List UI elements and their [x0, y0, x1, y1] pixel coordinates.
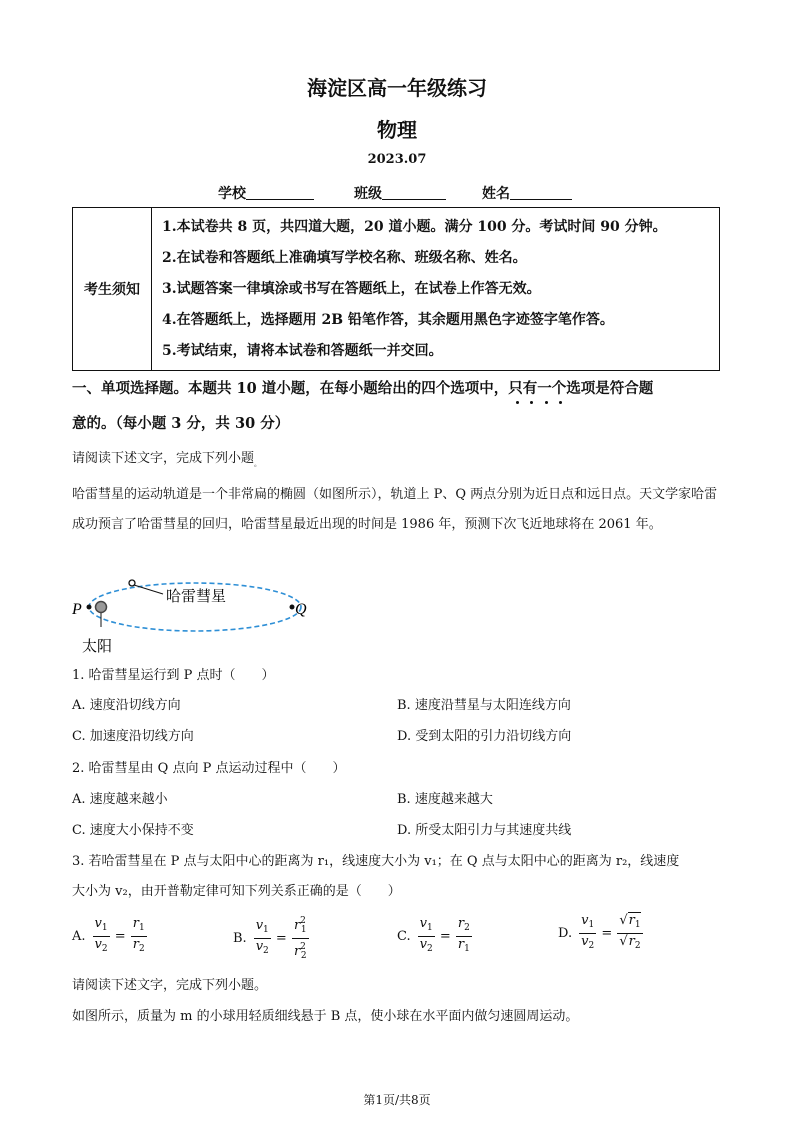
- name-blank: [510, 185, 572, 200]
- q1-option-c: C. 加速度沿切线方向: [72, 729, 194, 744]
- school-field: [218, 183, 314, 203]
- formula-b: $\frac{v_1}{v_2}$ = $\frac{r^2_1}{r^2_2}$: [253, 913, 310, 964]
- point-q: [290, 605, 295, 610]
- class-blank: [382, 185, 446, 200]
- reading-2-instruction: 请阅读下述文字，完成下列小题。: [72, 978, 268, 993]
- formula-a: $\frac{v_1}{v_2}$ = $\frac{r_1}{r_2}$: [94, 916, 145, 954]
- question-2-stem: 2. 哈雷彗星由 Q 点向 P 点运动过程中（ ）: [72, 761, 346, 776]
- section-heading-line2: 意的。（每小题 3 分，共 30 分）: [72, 415, 290, 432]
- emphasis-char: 只: [508, 377, 523, 398]
- document-date: 2023.07: [367, 152, 427, 167]
- page-footer: 第1页/共8页: [363, 1093, 431, 1107]
- q2-option-b: B. 速度越来越大: [397, 792, 493, 807]
- notice-item: 1.本试卷共 8 页，共四道大题，20 道小题。满分 100 分。考试时间 90 分钟。: [162, 218, 667, 235]
- question-1-stem: 1. 哈雷彗星运行到 P 点时（ ）: [72, 668, 275, 683]
- q1-option-a: A. 速度沿切线方向: [72, 698, 181, 713]
- instruction-mark: 。: [254, 460, 262, 468]
- notice-item: 5.考试结束，请将本试卷和答题纸一并交回。: [162, 342, 443, 359]
- emphasis-chars: [508, 377, 566, 398]
- reading-instruction: [72, 447, 261, 469]
- point-p: [87, 605, 92, 610]
- name-field-label: 姓名: [482, 186, 510, 202]
- reading-2-passage: 如图所示，质量为 m 的小球用轻质细线悬于 B 点，使小球在水平面内做匀速圆周运动。: [72, 1009, 579, 1024]
- notice-item: 3.试题答案一律填涂或书写在答题纸上，在试卷上作答无效。: [162, 280, 541, 297]
- notice-item: 4.在答题纸上，选择题用 2B 铅笔作答，其余题用黑色字迹签字笔作答。: [162, 311, 614, 328]
- name-field: [482, 183, 572, 203]
- school-blank: [246, 185, 314, 200]
- section-heading: [72, 377, 653, 398]
- formula-c: $\frac{v_1}{v_2}$ = $\frac{r_2}{r_1}$: [419, 916, 470, 954]
- document-subject: 物理: [377, 118, 417, 142]
- section-heading-text: 一、单项选择题。本题共 10 道小题，在每小题给出的四个选项中，: [72, 380, 509, 397]
- option-letter: B.: [233, 931, 247, 946]
- option-letter: D.: [558, 926, 573, 941]
- school-field-label: 学校: [218, 186, 246, 202]
- class-field-label: 班级: [354, 186, 382, 202]
- q3-option-d: [558, 913, 644, 954]
- q3-option-a: [72, 916, 148, 957]
- class-field: [354, 183, 446, 203]
- option-letter: A.: [72, 929, 86, 944]
- emphasis-dot: [516, 401, 519, 404]
- q2-option-c: C. 速度大小保持不变: [72, 823, 194, 838]
- question-3-stem-line2: 大小为 v₂，由开普勒定律可知下列关系正确的是（ ）: [72, 884, 401, 899]
- orbit-figure: [68, 572, 318, 660]
- notice-table: [72, 207, 720, 371]
- reading-instruction-text: 请阅读下述文字，完成下列小题: [72, 451, 255, 466]
- q2-option-a: A. 速度越来越小: [72, 792, 168, 807]
- emphasis-text: [508, 380, 566, 397]
- q1-option-d: D. 受到太阳的引力沿切线方向: [397, 729, 572, 744]
- label-sun: 太阳: [82, 637, 113, 655]
- emphasis-char: 个: [552, 377, 567, 398]
- emphasis-dot: [559, 401, 562, 404]
- q3-option-c: [397, 916, 473, 957]
- notice-item: 2.在试卷和答题纸上准确填写学校名称、班级名称、姓名。: [162, 249, 527, 266]
- option-letter: C.: [397, 929, 411, 944]
- emphasis-dot: [545, 401, 548, 404]
- label-p: P: [72, 601, 82, 618]
- section-heading-text-end: 选项是符合题: [566, 380, 654, 397]
- comet-pointer-line: [134, 585, 163, 594]
- sun-icon: [96, 602, 107, 613]
- q2-option-d: D. 所受太阳引力与其速度共线: [397, 823, 572, 838]
- emphasis-char: 有: [523, 377, 538, 398]
- notice-items: [152, 208, 720, 371]
- emphasis-char: 一: [537, 377, 552, 398]
- q3-option-b: [233, 913, 310, 964]
- label-comet: 哈雷彗星: [166, 587, 227, 605]
- formula-d: $\frac{v_1}{v_2}$ = $\frac{√r_1}{√r_2}$: [581, 913, 641, 951]
- reading-passage: 哈雷彗星的运动轨道是一个非常扁的椭圆（如图所示），轨道上 P、Q 两点分别为近日点和远日点。天文学家哈雷成功预言了哈雷彗星的回归，哈雷彗星最近出现的时间是 1986 年，预测下次飞近地球将在 2061 年。: [72, 487, 718, 532]
- label-q: Q: [295, 601, 307, 618]
- notice-label: 考生须知: [73, 208, 152, 371]
- question-3-stem-line1: 3. 若哈雷彗星在 P 点与太阳中心的距离为 r₁，线速度大小为 v₁；在 Q 点与太阳中心的距离为 r₂，线速度: [72, 854, 680, 869]
- document-title: 海淀区高一年级练习: [307, 76, 487, 100]
- q1-option-b: B. 速度沿彗星与太阳连线方向: [397, 698, 571, 713]
- emphasis-dot: [530, 401, 533, 404]
